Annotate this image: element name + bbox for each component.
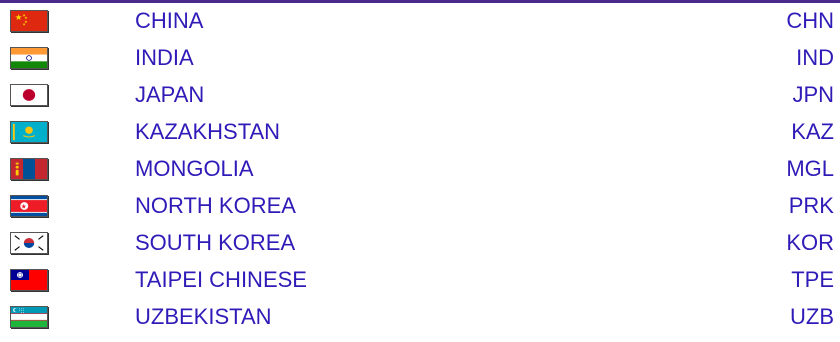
country-name[interactable]: SOUTH KOREA	[135, 230, 296, 255]
country-name[interactable]: JAPAN	[135, 82, 205, 107]
country-row-mongolia[interactable]	[0, 151, 840, 188]
svg-text:★: ★	[24, 16, 28, 21]
country-list	[0, 3, 840, 336]
country-row-taipei-chinese[interactable]	[0, 262, 840, 299]
uzbekistan-flag-icon	[10, 306, 48, 328]
country-name[interactable]: NORTH KOREA	[135, 193, 296, 218]
india-flag-icon	[10, 47, 48, 69]
mongolia-flag-icon	[10, 158, 48, 180]
country-name[interactable]: CHINA	[135, 8, 204, 33]
svg-text:★: ★	[22, 22, 26, 27]
svg-text:★: ★	[22, 13, 26, 18]
country-row-south-korea[interactable]	[0, 225, 840, 262]
country-name[interactable]: KAZAKHSTAN	[135, 119, 281, 144]
country-row-china[interactable]	[0, 3, 840, 40]
country-code: IND	[796, 45, 834, 70]
country-row-india[interactable]	[0, 40, 840, 77]
country-name[interactable]: TAIPEI CHINESE	[135, 267, 307, 292]
country-name[interactable]: INDIA	[135, 45, 194, 70]
kazakhstan-flag-icon	[10, 121, 48, 143]
country-code: JPN	[792, 82, 834, 107]
country-code: TPE	[791, 267, 834, 292]
svg-text:★: ★	[20, 202, 27, 211]
china-flag-icon	[10, 10, 48, 32]
country-name[interactable]: UZBEKISTAN	[135, 304, 272, 329]
country-code: KAZ	[791, 119, 834, 144]
japan-flag-icon	[10, 84, 48, 106]
taipei-chinese-flag-icon	[10, 269, 48, 291]
country-code: UZB	[790, 304, 834, 329]
country-code: KOR	[786, 230, 834, 255]
country-name[interactable]: MONGOLIA	[135, 156, 254, 181]
country-code: MGL	[786, 156, 834, 181]
svg-text:★: ★	[24, 19, 28, 24]
country-code: CHN	[786, 8, 834, 33]
country-row-uzbekistan[interactable]	[0, 299, 840, 336]
country-row-japan[interactable]	[0, 77, 840, 114]
country-code: PRK	[788, 193, 834, 218]
north-korea-flag-icon	[10, 195, 48, 217]
svg-text:★: ★	[14, 12, 23, 23]
country-row-kazakhstan[interactable]	[0, 114, 840, 151]
country-row-north-korea[interactable]	[0, 188, 840, 225]
south-korea-flag-icon	[10, 232, 48, 254]
